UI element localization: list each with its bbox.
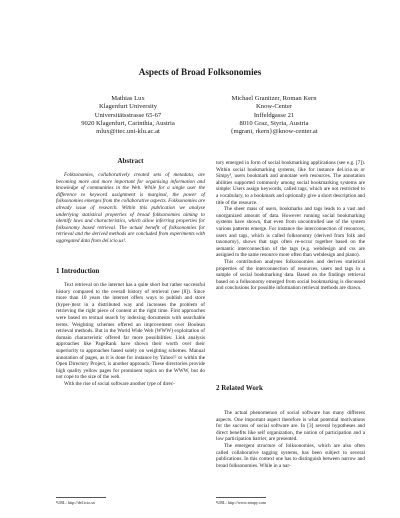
paper-title: Aspects of Broad Folksonomies	[138, 67, 262, 77]
paragraph: The sheer mass of users, bookmarks and tags leads to a vast and unorganized amount of data. However running social bookmarking systems have shown, that even from uncontrolled use of the system various patterns emerge. For instance the interconnection of resources, users and tags, which is called folksonomy (derived from folk and taxonomy), shows that tags often re-occur together based on the semantic interconnection of the tags (e.g. webdesign and css are assigned to the same resource more often than webdesign and piano).	[216, 206, 365, 259]
author-street: Universitätsstrasse 65-67	[94, 111, 162, 119]
footnote-rule-left	[56, 497, 106, 498]
paragraph: With the rise of social software another type of direc-	[64, 380, 175, 387]
paragraph: The actual phenomenon of social software has many different aspects. One important aspect therefore is what potential motivations for the success of social software are. In [3] several hypotheses and direct benefits like self organization, the notion of participation and a low participation barrier, are presented.	[216, 410, 365, 443]
footnote-rule-right	[216, 497, 266, 498]
author-block-left	[53, 95, 203, 136]
author-affiliation: Klagenfurt University	[98, 103, 158, 111]
author-city: 8010 Graz, Styria, Austria	[239, 119, 309, 127]
right-column-text	[216, 160, 365, 292]
related-work-text	[216, 410, 365, 469]
section-heading-related-work: 2 Related Work	[216, 384, 263, 392]
paragraph: tory emerged in form of social bookmarking applications (see e.g. [7]). Within social bookmarking systems, like for instance del.icio.us or Simpy³, users bookmark and annotate web resources. The annotation abilities supported commonly among social bookmarking systems are simple: Users assign keywords, called tags, which are not restricted to a vocabulary, to a bookmark and optionally give a short description and title of the resource.	[216, 160, 365, 206]
author-name: Michael Granitzer, Roman Kern	[231, 95, 317, 102]
author-email: mlux@itec.uni-klu.ac.at	[96, 128, 160, 136]
footnote-left: ¹URL: http://del.icio.us	[56, 500, 96, 505]
author-email: {mgrani, rkern}@know-center.at	[230, 128, 318, 136]
author-affiliation: Know-Center	[256, 103, 292, 111]
paragraph: This contribution analyses folksonomies and derives statistical properties of the interconnection of resources, users and tags in a sample of social bookmarking data. Based on the findings retrieval based on a folksonomy emerged from social bookmarking is discussed and conclusions for possible information retrieval methods are drawn.	[216, 258, 365, 292]
introduction-text	[56, 282, 205, 388]
abstract-paragraph: Folksonomies, collaboratively created sets of metadata, are becoming more and more important for organising information and knowledge of communities in the Web. While for a single user the difference to keyword assignment is marginal, the power of folksonomies emerges from the collaborative aspects. Folksonomies are already issue of research. Within this publication we analyse underlying statistical properties of broad folksonomies aiming to identify laws and characteristics, which allow inferring properties for folksonomy based retrieval. The actual benefit of folksonomies for retrieval and the derived methods are concluded from experiments with aggregated data from del.icio.us¹.	[56, 172, 205, 244]
paragraph: Text retrieval on the internet has a quite short but rather successful history compared to the overall history of retrieval (see [8]). Since more than 10 years the internet offers ways to publish and store (hyper-)text in a distributed way and increases the problem of retrieving the right piece of content at the right time. First approaches were based on textual search by indexing documents with searchable terms. Weighting schemes offered an improvement over Boolean retrieval methods. But in the World Wide Web (WWW) exploitation of domain characteristic offered far more possibilities: Link analysis approaches like PageRank have shown their worth over their superiority to approaches based solely on weighting schemes. Manual annotation of pages, as it is done for instance by Yahoo!² or within the Open Directory Project, is another approach. These directories provide high quality yellow pages for prominent topics on the WWW, but do not cope to the size of the web.	[56, 282, 205, 381]
footnote-right: ³URL: http://www.simpy.com	[216, 500, 266, 505]
author-street: Inffeldgasse 21	[253, 111, 295, 119]
paragraph: The emergent structure of folksonomies, which are also often called collaborative tagging systems, has been subject to several publications. In this context one has to distinguish between narrow and broad folksonomies. While in a nar-	[216, 442, 365, 469]
author-name: Mathias Lux	[111, 95, 145, 102]
abstract-heading: Abstract	[117, 157, 144, 165]
author-block-right	[199, 95, 349, 136]
abstract-text	[56, 172, 205, 245]
author-city: 9020 Klagenfurt, Carinthia, Austria	[81, 119, 175, 127]
section-heading-introduction: 1 Introduction	[56, 267, 100, 275]
